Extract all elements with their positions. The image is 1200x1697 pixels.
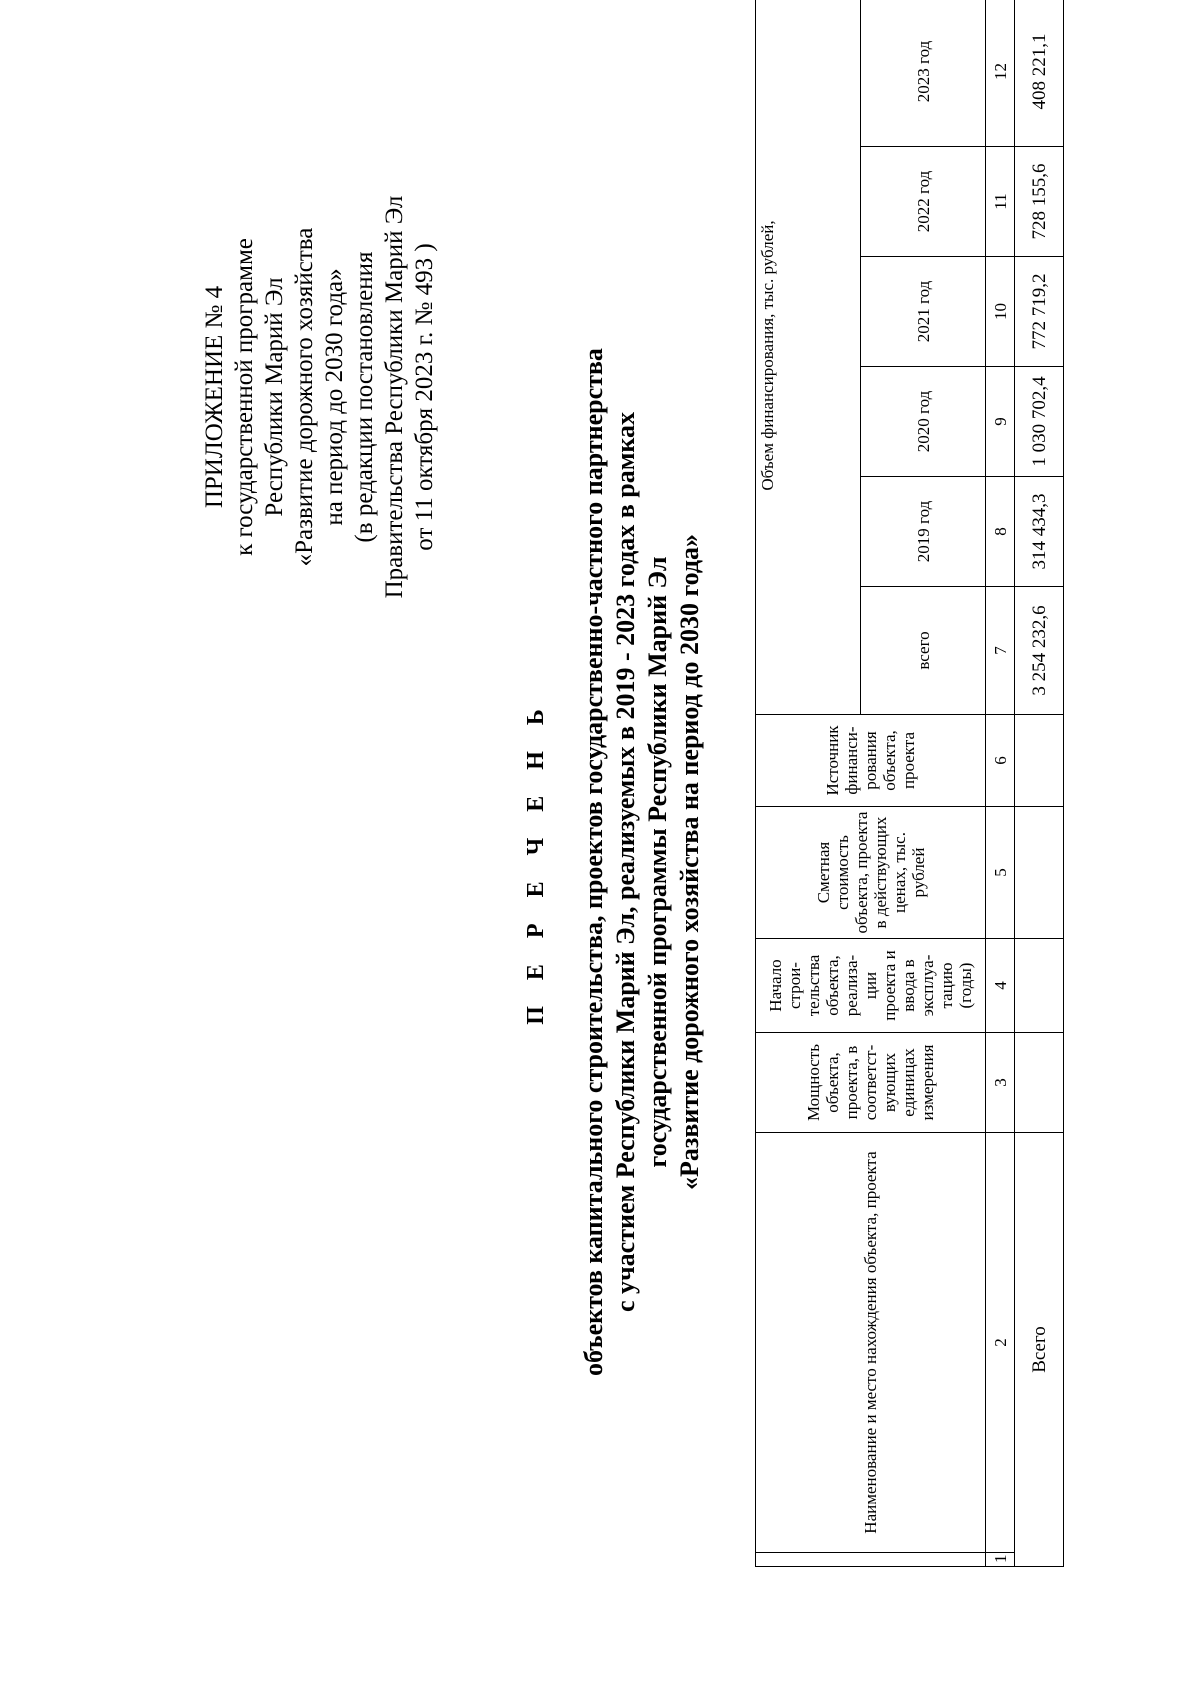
title-line: с участием Республики Марий Эл, реализуемых в 2019 - 2023 годах в рамках — [611, 411, 640, 1313]
column-number: 12 — [986, 0, 1015, 147]
appendix-line: к государственной программе — [231, 238, 258, 556]
column-number: 10 — [986, 257, 1015, 367]
appendix-line: (в редакции постановления — [351, 251, 378, 543]
column-number: 6 — [986, 715, 1015, 807]
total-all: 3 254 232,6 — [1015, 587, 1064, 715]
header-total: всего — [861, 587, 986, 715]
appendix-line: от 11 октября 2023 г. № 493 ) — [411, 243, 438, 551]
empty-cell — [1015, 1033, 1064, 1133]
header-cost: Сметная стоимость объекта, проекта в действующих ценах, тыс. рублей — [756, 807, 986, 939]
column-number: 11 — [986, 147, 1015, 257]
total-2022: 728 155,6 — [1015, 147, 1064, 257]
document-title — [520, 287, 706, 1437]
total-label: Всего — [1015, 1133, 1064, 1567]
total-row — [1015, 0, 1064, 1567]
empty-cell — [1015, 807, 1064, 939]
column-number: 4 — [986, 939, 1015, 1033]
header-2021: 2021 год — [861, 257, 986, 367]
appendix-line: Правительства Республики Марий Эл — [381, 195, 408, 599]
header-start: Начало строи-тельства объекта, реализа-ции проекта и ввода в эксплуа-тацию (годы) — [756, 939, 986, 1033]
appendix-block — [200, 117, 440, 677]
column-number: 3 — [986, 1033, 1015, 1133]
column-number: 5 — [986, 807, 1015, 939]
projects-table — [755, 0, 1064, 1567]
title-heading: П Е Р Е Ч Е Н Ь — [523, 699, 549, 1025]
total-2019: 314 434,3 — [1015, 477, 1064, 587]
header-row — [756, 0, 861, 1567]
title-line: «Развитие дорожного хозяйства на период до 2030 года» — [675, 533, 704, 1191]
empty-cell — [1015, 715, 1064, 807]
appendix-line: ПРИЛОЖЕНИЕ № 4 — [201, 285, 228, 509]
appendix-line: на период до 2030 года» — [321, 268, 348, 526]
header-source: Источник финанси-рования объекта, проекта — [756, 715, 986, 807]
header-name: Наименование и место нахождения объекта, проекта — [756, 1133, 986, 1553]
appendix-line: «Развитие дорожного хозяйства — [291, 227, 318, 567]
column-number: 2 — [986, 1133, 1015, 1553]
total-2021: 772 719,2 — [1015, 257, 1064, 367]
title-line: объектов капитального строительства, проектов государственно-частного партнерства — [579, 348, 608, 1376]
header-2020: 2020 год — [861, 367, 986, 477]
appendix-line: Республики Марий Эл — [261, 277, 288, 517]
header-capacity: Мощность объекта, проекта, в соответст-вующих единицах измерения — [756, 1033, 986, 1133]
column-number: 7 — [986, 587, 1015, 715]
header-2019: 2019 год — [861, 477, 986, 587]
column-number: 9 — [986, 367, 1015, 477]
column-number: 1 — [986, 1553, 1015, 1567]
empty-cell — [1015, 939, 1064, 1033]
column-number-row — [986, 0, 1015, 1567]
header-cell-index — [756, 1553, 986, 1567]
total-2020: 1 030 702,4 — [1015, 367, 1064, 477]
total-2023: 408 221,1 — [1015, 0, 1064, 147]
title-line: государственной программы Республики Марий Эл — [643, 556, 672, 1168]
header-funding: Объем финансирования, тыс. рублей, — [756, 0, 861, 715]
column-number: 8 — [986, 477, 1015, 587]
header-2023: 2023 год — [861, 0, 986, 147]
header-2022: 2022 год — [861, 147, 986, 257]
